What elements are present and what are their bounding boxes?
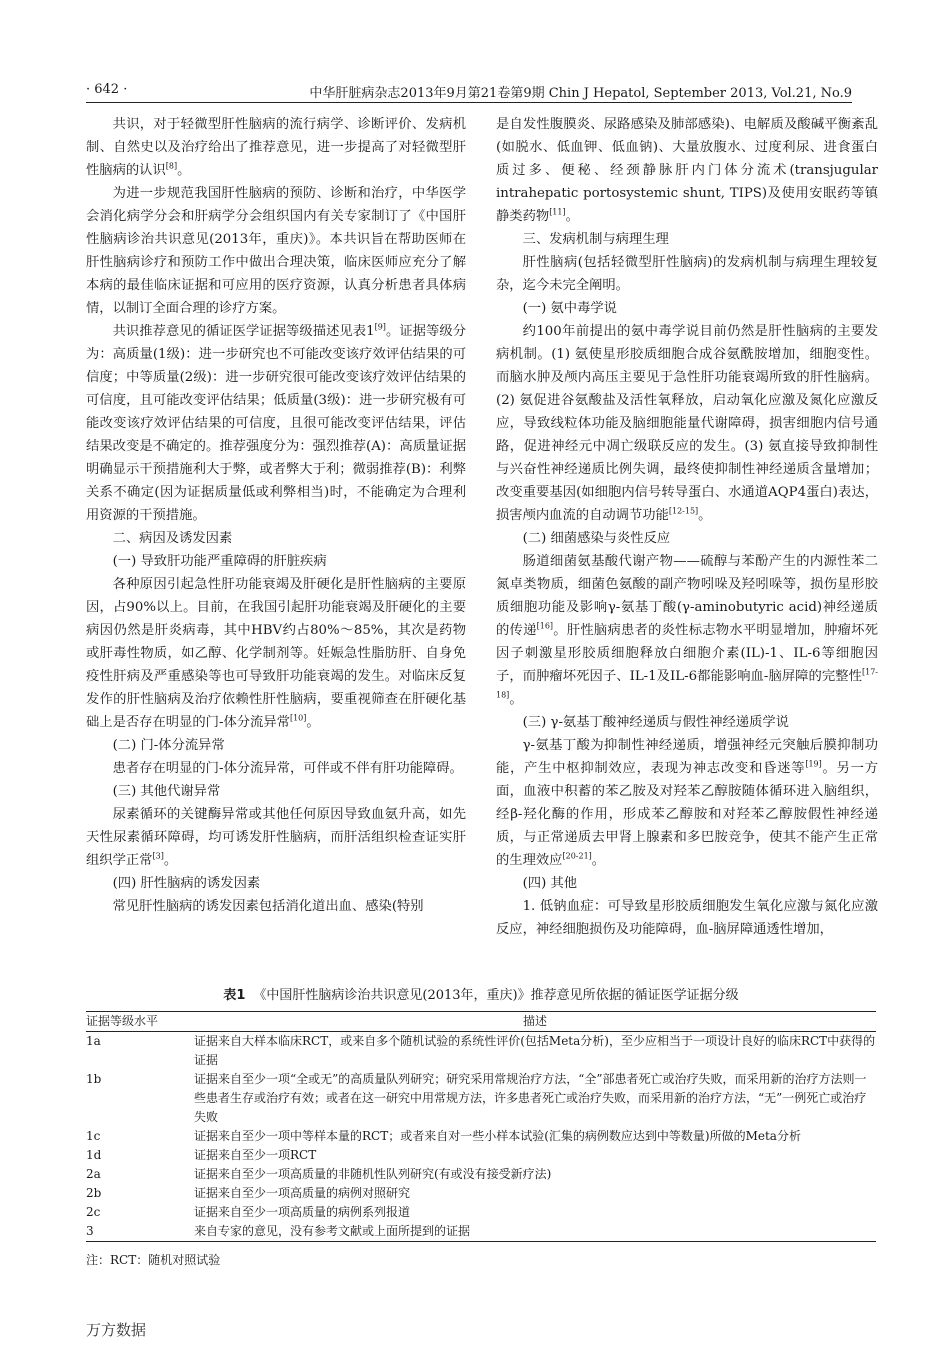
paragraph-text: 。证据等级分为：高质量(1级)：进一步研究也不可能改变该疗效评估结果的可信度；中等质量(2级)：进一步研究很可能改变该疗效评估结果的可信度，且可能改变评估结果；低质量(3级)：进一步研究极有可能改变该疗效评估结果的可信度，且很可能改变评估结果，评估结果改变是不确定的。推荐强度分为：强烈推荐(A)：高质量证据明确显示干预措施利大于弊，或者弊大于利；微弱推荐(B)：利弊关系不确定(因为证据质量低或利弊相当)时，不能确定为合理利用资源的干预措施。 <box>86 324 466 523</box>
evidence-table-block <box>86 987 876 1268</box>
citation-ref: [10] <box>289 713 307 723</box>
source-watermark: 万方数据 <box>86 1321 147 1339</box>
section-heading: (二) 门-体分流异常 <box>112 738 225 753</box>
body-paragraph <box>86 573 466 734</box>
evidence-description: 证据来自大样本临床RCT，或来自多个随机试验的系统性评价(包括Meta分析)，至少应相当于一项设计良好的临床RCT中获得的证据 <box>194 1034 876 1067</box>
paragraph-text: 患者存在明显的门-体分流异常，可伴或不伴有肝功能障碍。 <box>112 761 463 776</box>
paragraph-text: 常见肝性脑病的诱发因素包括消化道出血、感染(特别 <box>112 899 424 914</box>
evidence-level: 1c <box>86 1129 101 1143</box>
table-note: 注：RCT：随机对照试验 <box>86 1253 221 1267</box>
citation-ref: [3] <box>152 851 164 861</box>
table-caption <box>86 987 876 1005</box>
left-column <box>86 113 466 918</box>
section-heading: (三) 其他代谢异常 <box>112 784 221 799</box>
paragraph-text: 。 <box>509 692 523 707</box>
paragraph-text: 肝性脑病(包括轻微型肝性脑病)的发病机制与病理生理较复杂，迄今未完全阐明。 <box>496 255 878 293</box>
section-heading: (三) γ-氨基丁酸神经递质与假性神经递质学说 <box>522 715 789 730</box>
citation-ref: [20-21] <box>562 851 592 861</box>
paragraph-text: 约100年前提出的氨中毒学说目前仍然是肝性脑病的主要发病机制。(1) 氨使星形胶质细胞合成谷氨酰胺增加，细胞变性。而脑水肿及颅内高压主要见于急性肝功能衰竭所致的肝性脑病。(2) 氨促进谷氨酸盐及活性氧释放，启动氧化应激及氮化应激反应，导致线粒体功能及脑细胞能量代谢障碍，损害细胞内信号通路，促进神经元中凋亡级联反应的发生。(3) 氨直接导致抑制性与兴奋性神经递质比例失调，最终使抑制性神经递质含量增加；改变重要基因(如细胞内信号转导蛋白、水通道AQP4蛋白)表达，损害颅内血流的自动调节功能 <box>496 324 878 523</box>
evidence-level: 1a <box>86 1034 101 1048</box>
body-paragraph <box>496 895 878 941</box>
citation-ref: [11] <box>549 207 566 217</box>
body-paragraph <box>496 320 878 527</box>
paragraph-text: 为进一步规范我国肝性脑病的预防、诊断和治疗，中华医学会消化病学分会和肝病学分会组织国内有关专家制订了《中国肝性脑病诊治共识意见(2013年，重庆)》。本共识旨在帮助医师在肝性脑病诊疗和预防工作中做出合理决策，临床医师应充分了解本病的最佳临床证据和可应用的医疗资源，认真分析患者具体病情，以制订全面合理的诊疗方案。 <box>86 186 466 316</box>
evidence-description: 证据来自至少一项高质量的病例对照研究 <box>194 1186 411 1200</box>
evidence-level: 3 <box>86 1222 194 1242</box>
evidence-description: 证据来自至少一项RCT <box>194 1148 317 1162</box>
table-title: 《中国肝性脑病诊治共识意见(2013年，重庆)》推荐意见所依据的循证医学证据分级 <box>253 988 739 1003</box>
table-row <box>86 1203 876 1222</box>
table-row <box>86 1032 876 1071</box>
paragraph-text: 。 <box>698 508 712 523</box>
paragraph-text: 。 <box>177 163 191 178</box>
column-header-desc: 描述 <box>194 1012 876 1032</box>
section-heading: (四) 肝性脑病的诱发因素 <box>112 876 261 891</box>
table-row <box>86 1127 876 1146</box>
table-row <box>86 1070 876 1127</box>
paragraph-text: γ-氨基丁酸为抑制性神经递质，增强神经元突触后膜抑制功能，产生中枢抑制效应，表现为神志改变和昏迷等 <box>496 738 878 776</box>
citation-ref: [16] <box>536 621 554 631</box>
right-column <box>496 113 878 941</box>
evidence-level: 2b <box>86 1186 102 1200</box>
column-header-level: 证据等级水平 <box>86 1012 194 1032</box>
section-heading: 二、病因及诱发因素 <box>112 531 233 546</box>
evidence-description: 证据来自至少一项高质量的非随机性队列研究(有或没有接受新疗法) <box>194 1167 552 1181</box>
running-header <box>86 80 852 103</box>
body-paragraph <box>86 803 466 872</box>
body-paragraph <box>496 734 878 872</box>
section-heading: (一) 导致肝功能严重障碍的肝脏疾病 <box>112 554 327 569</box>
body-paragraph <box>86 182 466 320</box>
citation-ref: [8] <box>165 161 178 171</box>
paragraph-text: 是自发性腹膜炎、尿路感染及肺部感染)、电解质及酸碱平衡紊乱(如脱水、低血钾、低血钠)、大量放腹水、过度利尿、进食蛋白质过多、便秘、经颈静脉肝内门体分流术(transjugular intrahepatic portosystemic shunt, TIPS)及使用安眠药等镇静类药物 <box>496 117 878 224</box>
table-label: 表1 <box>223 988 246 1003</box>
paragraph-text: 各种原因引起急性肝功能衰竭及肝硬化是肝性脑病的主要原因，占90%以上。目前，在我国引起肝功能衰竭及肝硬化的主要病因仍然是肝炎病毒，其中HBV约占80%～85%，其次是药物或肝毒性物质，如乙醇、化学制剂等。妊娠急性脂肪肝、自身免疫性肝病及严重感染等也可导致肝功能衰竭的发生。对临床反复发作的肝性脑病及治疗依赖性肝性脑病，要重视筛查在肝硬化基础上是否存在明显的门-体分流异常 <box>86 577 466 730</box>
paragraph-text: 。 <box>163 853 178 868</box>
evidence-level: 2a <box>86 1167 101 1181</box>
evidence-level: 2c <box>86 1205 101 1219</box>
table-row <box>86 1146 876 1165</box>
page-number: · 642 · <box>86 82 128 97</box>
paragraph-text: 1. 低钠血症：可导致星形胶质细胞发生氧化应激与氮化应激反应，神经细胞损伤及功能障碍，血-脑屏障通透性增加， <box>496 899 878 937</box>
evidence-description: 证据来自至少一项中等样本量的RCT；或者来自对一些小样本试验(汇集的病例数应达到中等数量)所做的Meta分析 <box>194 1129 801 1143</box>
section-heading: (二) 细菌感染与炎性反应 <box>522 531 671 546</box>
section-heading: 三、发病机制与病理生理 <box>522 232 669 247</box>
body-paragraph <box>86 113 466 182</box>
table-row <box>86 1184 876 1203</box>
table-row <box>86 1222 876 1242</box>
paragraph-text: 。 <box>306 715 320 730</box>
table-row <box>86 1165 876 1184</box>
body-paragraph <box>86 320 466 527</box>
paragraph-text: 共识推荐意见的循证医学证据等级描述见表1 <box>112 324 375 339</box>
evidence-level: 1b <box>86 1072 102 1086</box>
evidence-description: 证据来自至少一项“全或无”的高质量队列研究；研究采用常规治疗方法，“全”部患者死亡或治疗失败，而采用新的治疗方法则一些患者生存或治疗有效；或者在这一研究中用常规方法，许多患者死亡或治疗失败，而采用新的治疗方法，“无”一例死亡或治疗失败 <box>194 1072 867 1124</box>
paragraph-text: 。 <box>565 209 579 224</box>
paragraph-text: 。另一方面，血液中积蓄的苯乙胺及对羟苯乙醇胺随体循环进入脑组织，经β-羟化酶的作用，形成苯乙醇胺和对羟苯乙醇胺假性神经递质，与正常递质去甲肾上腺素和多巴胺竞争，使其不能产生正常的生理效应 <box>496 761 879 868</box>
paragraph-text: 。 <box>591 853 606 868</box>
paragraph-text: 肠道细菌氨基酸代谢产物——硫醇与苯酚产生的内源性苯二氮卓类物质，细菌色氨酸的副产物吲哚及羟吲哚等，损伤星形胶质细胞功能及影响γ-氨基丁酸(γ-aminobutyric acid)神经递质的传递 <box>496 554 878 638</box>
paragraph-text: 尿素循环的关键酶异常或其他任何原因导致血氨升高，如先天性尿素循环障碍，均可诱发肝性脑病，而肝活组织检查证实肝组织学正常 <box>86 807 466 868</box>
section-heading: (四) 其他 <box>522 876 578 891</box>
paragraph-text: 共识，对于轻微型肝性脑病的流行病学、诊断评价、发病机制、自然史以及治疗给出了推荐意见，进一步提高了对轻微型肝性脑病的认识 <box>86 117 466 178</box>
section-heading: (一) 氨中毒学说 <box>522 301 617 316</box>
citation-ref: [9] <box>374 322 386 332</box>
citation-ref: [17-18] <box>496 667 878 700</box>
evidence-table <box>86 1011 876 1242</box>
evidence-level: 1d <box>86 1148 102 1162</box>
journal-citation: 中华肝脏病杂志2013年9月第21卷第9期 Chin J Hepatol, September 2013, Vol.21, No.9 <box>309 86 852 101</box>
citation-ref: [12-15] <box>668 506 699 516</box>
evidence-description: 来自专家的意见，没有参考文献或上面所提到的证据 <box>194 1222 876 1242</box>
body-paragraph <box>86 895 466 918</box>
paragraph-text: 。肝性脑病患者的炎性标志物水平明显增加，肿瘤坏死因子刺激星形胶质细胞释放白细胞介素(IL)-1、IL-6等细胞因子，而肿瘤坏死因子、IL-1及IL-6都能影响血-脑屏障的完整性 <box>496 623 879 684</box>
body-paragraph <box>496 550 878 711</box>
citation-ref: [19] <box>805 759 822 769</box>
body-paragraph <box>86 757 466 780</box>
body-paragraph <box>496 251 878 297</box>
evidence-description: 证据来自至少一项高质量的病例系列报道 <box>194 1205 411 1219</box>
body-paragraph <box>496 113 878 228</box>
